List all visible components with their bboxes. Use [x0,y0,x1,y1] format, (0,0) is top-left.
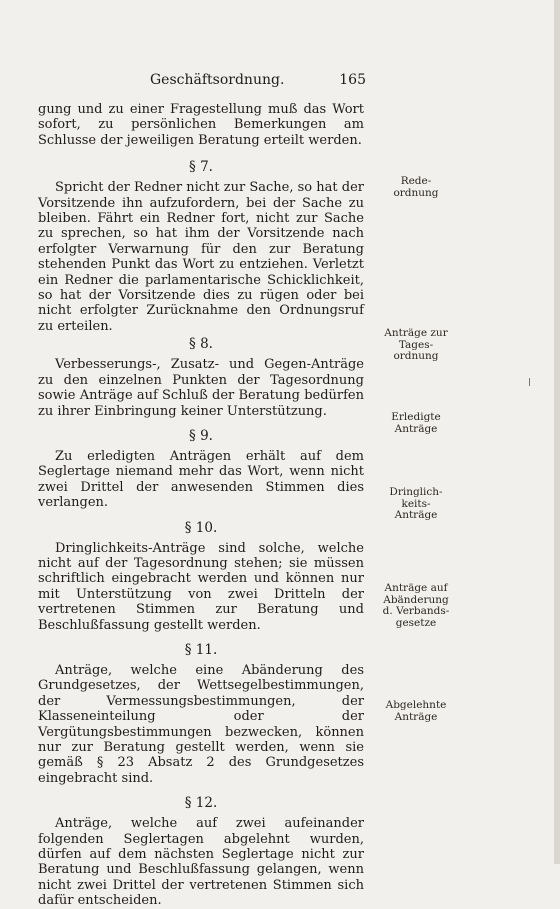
margin-note-antraege-tagesordnung: Anträge zur Tages- ordnung [384,327,448,362]
section-text-11: Anträge, welche eine Abänderung des Grundgesetzes, der Wettsegelbestimmungen, der Vermessungsbestimmungen, der Klasseneinteilung oder der Vergütungsbestimmungen bezwecken, können nur zur Beratung gestellt werden, wenn sie gemäß § 23 Absatz 2 des Grundgesetzes eingebracht sind. [38,662,364,786]
section-text-7: Spricht der Redner nicht zur Sache, so hat der Vorsitzende ihn aufzufordern, bei der Sache zu bleiben. Fährt ein Redner fort, nicht zur Sache zu sprechen, so hat ihm der Vorsitzende nach erfolgter Verwarnung für den zur Beratung stehenden Punkt das Wort zu entziehen. Verletzt ein Redner die parlamentarische Schicklichkeit, so hat der Vorsitzende dies zu rügen oder bei nicht erfolgter Zurücknahme den Ordnungsruf zu erteilen. [38,180,364,334]
margin-note-redeordnung: Rede- ordnung [393,175,439,199]
section-heading-8: § 8. [189,336,213,353]
margin-note-dringlichkeits-antraege: Dringlich- keits- Anträge [389,486,443,521]
margin-speck [529,378,530,386]
section-text-12: Anträge, welche auf zwei aufeinander folgenden Seglertagen abgelehnt wurden, dürfen auf dem nächsten Seglertage nicht zur Beratung und Beschlußfassung gelangen, wenn nicht zwei Drittel der vertretenen Stimmen sich dafür entscheiden. [38,816,364,909]
margin-note-abgelehnte-antraege: Abgelehnte Anträge [385,699,447,723]
page-body [38,102,364,909]
section-heading-9: § 9. [189,427,213,444]
section-text-8: Verbesserungs-, Zusatz- und Gegen-Anträge zu den einzelnen Punkten der Tagesordnung sowie Anträge auf Schluß der Beratung bedürfen zu ihrer Einbringung keiner Unterstützung. [38,357,364,419]
section-heading-12: § 12. [184,795,218,812]
section-heading-11: § 11. [184,641,218,658]
page-edge [554,0,560,864]
section-heading-10: § 10. [184,519,218,536]
running-title: Geschäftsordnung. [150,72,285,88]
section-heading-7: § 7. [189,159,213,176]
page-number: 165 [339,72,366,88]
section-text-10: Dringlichkeits-Anträge sind solche, welche nicht auf der Tagesordnung stehen; sie müssen schriftlich eingebracht werden und können nur mit Unterstützung von zwei Dritteln der vertretenen Stimmen zur Beratung und Beschlußfassung gestellt werden. [38,540,364,633]
margin-note-verbandsgesetze: Anträge auf Abänderung d. Verbands- gesetze [382,582,450,629]
opening-paragraph: gung und zu einer Fragestellung muß das Wort sofort, zu persönlichen Bemerkungen am Schlusse der jeweiligen Beratung erteilt werden. [38,102,364,148]
section-text-9: Zu erledigten Anträgen erhält auf dem Seglertage niemand mehr das Wort, wenn nicht zwei Drittel der anwesenden Stimmen dies verlangen. [38,448,364,511]
margin-note-erledigte-antraege: Erledigte Anträge [391,411,441,435]
